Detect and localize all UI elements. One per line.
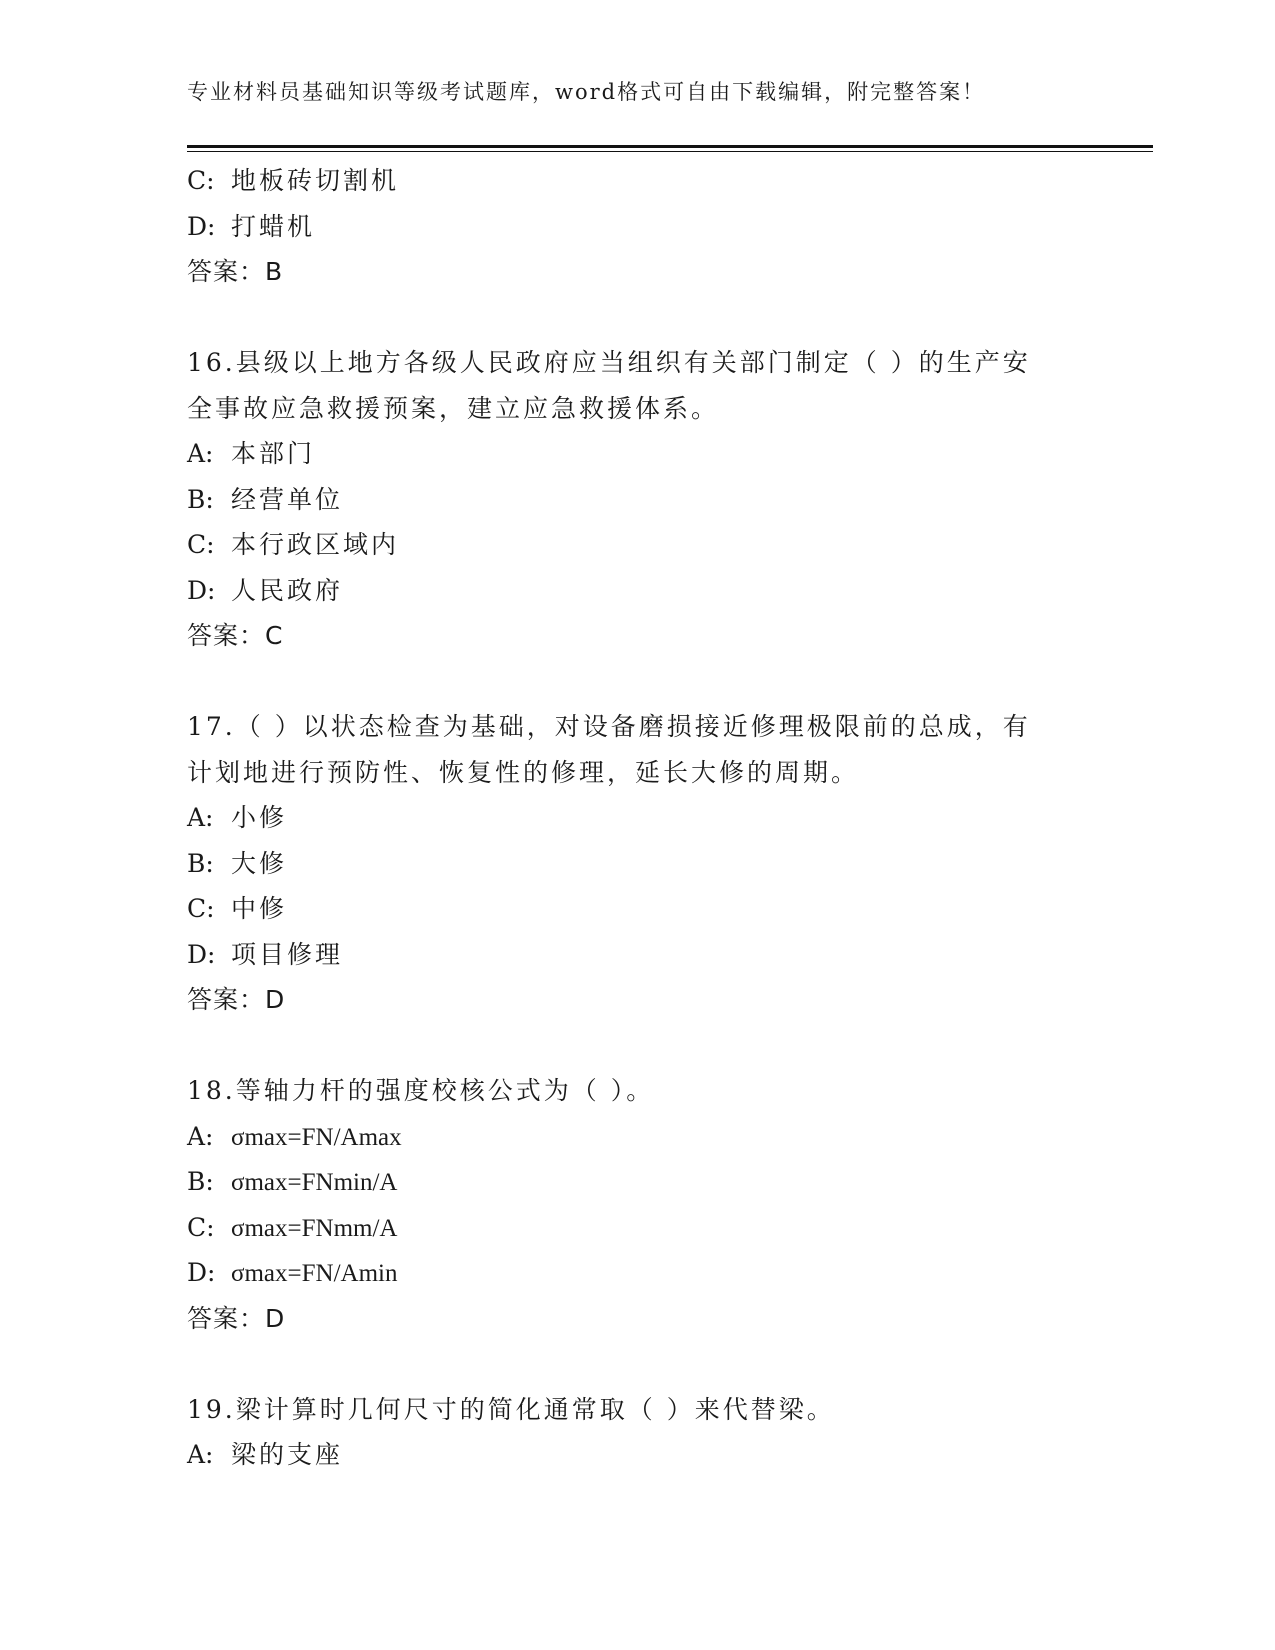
answer-line: 答案：B xyxy=(187,257,284,286)
option-line xyxy=(187,932,1087,978)
option-label: D: xyxy=(187,575,216,605)
option-label: C: xyxy=(187,166,215,195)
option-text: σmax=FN/Amax xyxy=(231,1123,402,1151)
option-label: D: xyxy=(187,1258,216,1287)
spacer xyxy=(187,1023,1087,1069)
answer-line: 答案：C xyxy=(187,621,284,650)
option-line xyxy=(187,795,1087,841)
option-label: C: xyxy=(187,894,215,923)
option-line xyxy=(187,1114,1087,1160)
question-stem-line: 计划地进行预防性、恢复性的修理，延长大修的周期。 xyxy=(187,757,860,787)
option-label: B: xyxy=(187,848,214,878)
option-label: A: xyxy=(187,439,214,468)
option-line xyxy=(187,158,1087,204)
question-stem-line: 17.（ ）以状态检查为基础，对设备磨损接近修理极限前的总成，有 xyxy=(187,712,1031,741)
option-text: 大修 xyxy=(231,848,288,878)
option-label: A: xyxy=(187,1440,214,1469)
option-label: B: xyxy=(187,1167,214,1196)
option-text: 经营单位 xyxy=(231,484,344,514)
spacer xyxy=(187,659,1087,705)
question-stem-line: 全事故应急救援预案，建立应急救援体系。 xyxy=(187,393,720,423)
option-label: D: xyxy=(187,939,216,969)
option-label: D: xyxy=(187,211,216,241)
option-text: 地板砖切割机 xyxy=(231,166,400,195)
option-text: σmax=FN/Amin xyxy=(231,1260,398,1287)
document-body xyxy=(187,158,1087,1478)
option-line xyxy=(187,1432,1087,1478)
question-stem-line: 18.等轴力杆的强度校核公式为（ ）。 xyxy=(187,1076,655,1105)
option-text: 人民政府 xyxy=(231,575,344,605)
answer-line: 答案：D xyxy=(187,985,286,1014)
option-line xyxy=(187,1159,1087,1205)
option-text: 本部门 xyxy=(231,439,316,468)
question-stem-line: 19.梁计算时几何尺寸的简化通常取（ ）来代替梁。 xyxy=(187,1394,835,1424)
option-text: 小修 xyxy=(231,803,288,832)
option-text: σmax=FNmm/A xyxy=(231,1214,398,1242)
question-stem-line: 16.县级以上地方各级人民政府应当组织有关部门制定（ ）的生产安 xyxy=(187,348,1031,377)
option-label: A: xyxy=(187,1121,214,1151)
option-line xyxy=(187,568,1087,614)
option-line xyxy=(187,1205,1087,1251)
option-label: C: xyxy=(187,1212,215,1242)
option-text: 项目修理 xyxy=(231,939,344,969)
option-line xyxy=(187,522,1087,568)
option-line xyxy=(187,886,1087,932)
option-line xyxy=(187,1250,1087,1296)
option-line xyxy=(187,841,1087,887)
header-rule-thick xyxy=(187,145,1153,148)
option-line xyxy=(187,431,1087,477)
page-header: 专业材料员基础知识等级考试题库，word格式可自由下载编辑，附完整答案！ xyxy=(187,80,986,104)
option-label: B: xyxy=(187,484,214,514)
option-line xyxy=(187,477,1087,523)
header-rule-thin xyxy=(187,151,1153,152)
option-text: 中修 xyxy=(231,894,288,923)
option-text: σmax=FNmin/A xyxy=(231,1169,398,1196)
option-line xyxy=(187,204,1087,250)
spacer xyxy=(187,295,1087,341)
option-text: 梁的支座 xyxy=(231,1440,344,1469)
option-label: A: xyxy=(187,803,214,832)
answer-line: 答案：D xyxy=(187,1303,286,1333)
spacer xyxy=(187,1341,1087,1387)
option-label: C: xyxy=(187,530,215,559)
option-text: 本行政区域内 xyxy=(231,530,400,559)
option-text: 打蜡机 xyxy=(231,211,316,241)
